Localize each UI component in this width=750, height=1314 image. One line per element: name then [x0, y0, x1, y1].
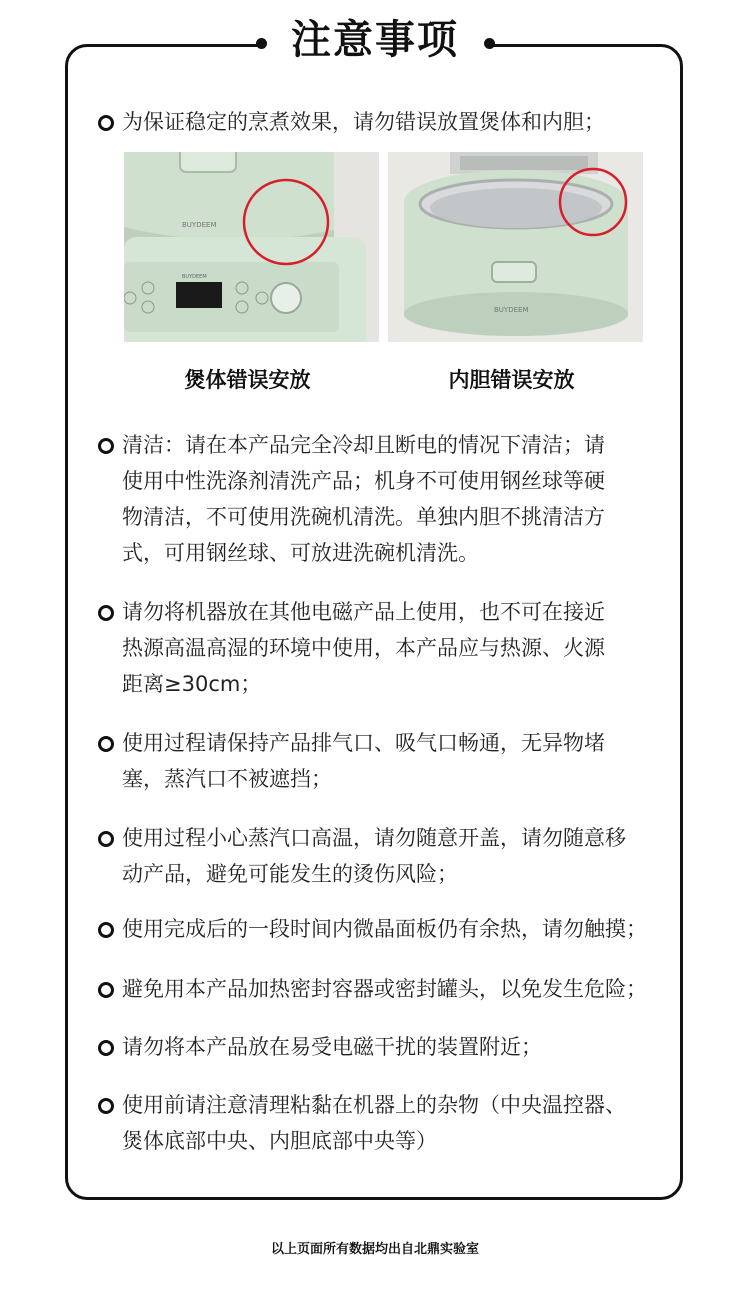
bullet-icon: [98, 831, 114, 847]
notice-text: 请勿将本产品放在易受电磁干扰的装置附近；: [122, 1035, 542, 1059]
photo-inner-pot-misplaced: [388, 152, 643, 342]
notice-item: [98, 725, 678, 797]
notice-text: 使用前请注意清理粘黏在机器上的杂物（中央温控器、 煲体底部中央、内胆底部中央等）: [122, 1093, 626, 1153]
panel-brand-label: BUYDEEM: [182, 274, 207, 280]
notice-item: [98, 911, 678, 947]
notice-text: 清洁：请在本产品完全冷却且断电的情况下清洁；请 使用中性洗涤剂清洗产品；机身不可使用钢丝球等硬 物清洁，不可使用洗碗机清洗。单独内胆不挑清洁方 式，可用钢丝球、可放进洗碗机清洗。: [122, 433, 605, 565]
bullet-icon: [98, 438, 114, 454]
notice-item: [98, 427, 678, 571]
notice-text: 为保证稳定的烹煮效果，请勿错误放置煲体和内胆；: [122, 110, 605, 134]
title-dot-right: [484, 38, 495, 49]
bullet-icon: [98, 736, 114, 752]
notice-item: [98, 1087, 678, 1159]
brand-label: BUYDEEM: [494, 306, 529, 314]
notice-item: [98, 820, 678, 892]
page-title: 注意事项: [261, 14, 489, 66]
notice-item: [98, 1029, 678, 1065]
notice-text: 使用过程请保持产品排气口、吸气口畅通，无异物堵 塞，蒸汽口不被遮挡；: [122, 731, 605, 791]
footer-note: 以上页面所有数据均出自北鼎实验室: [270, 1242, 479, 1257]
notice-item: [98, 971, 678, 1007]
bullet-icon: [98, 605, 114, 621]
brand-label: BUYDEEM: [182, 221, 217, 229]
notice-text: 避免用本产品加热密封容器或密封罐头，以免发生危险；: [122, 977, 647, 1001]
bullet-icon: [98, 1098, 114, 1114]
notice-item: [98, 594, 678, 702]
bullet-icon: [98, 1040, 114, 1056]
notice-text: 使用完成后的一段时间内微晶面板仍有余热，请勿触摸；: [122, 917, 647, 941]
bullet-icon: [98, 115, 114, 131]
title-dot-left: [256, 38, 267, 49]
caption-base-misplaced: 煲体错误安放: [184, 368, 311, 392]
photo-base-misplaced: [124, 152, 379, 342]
notice-text: 使用过程小心蒸汽口高温，请勿随意开盖，请勿随意移 动产品，避免可能发生的烫伤风险；: [122, 826, 626, 886]
notice-item: [98, 104, 678, 140]
bullet-icon: [98, 922, 114, 938]
caption-inner-pot-misplaced: 内胆错误安放: [448, 368, 575, 392]
bullet-icon: [98, 982, 114, 998]
notice-text: 请勿将机器放在其他电磁产品上使用，也不可在接近 热源高温高湿的环境中使用，本产品应与热源、火源 距离≥30cm；: [122, 600, 605, 696]
